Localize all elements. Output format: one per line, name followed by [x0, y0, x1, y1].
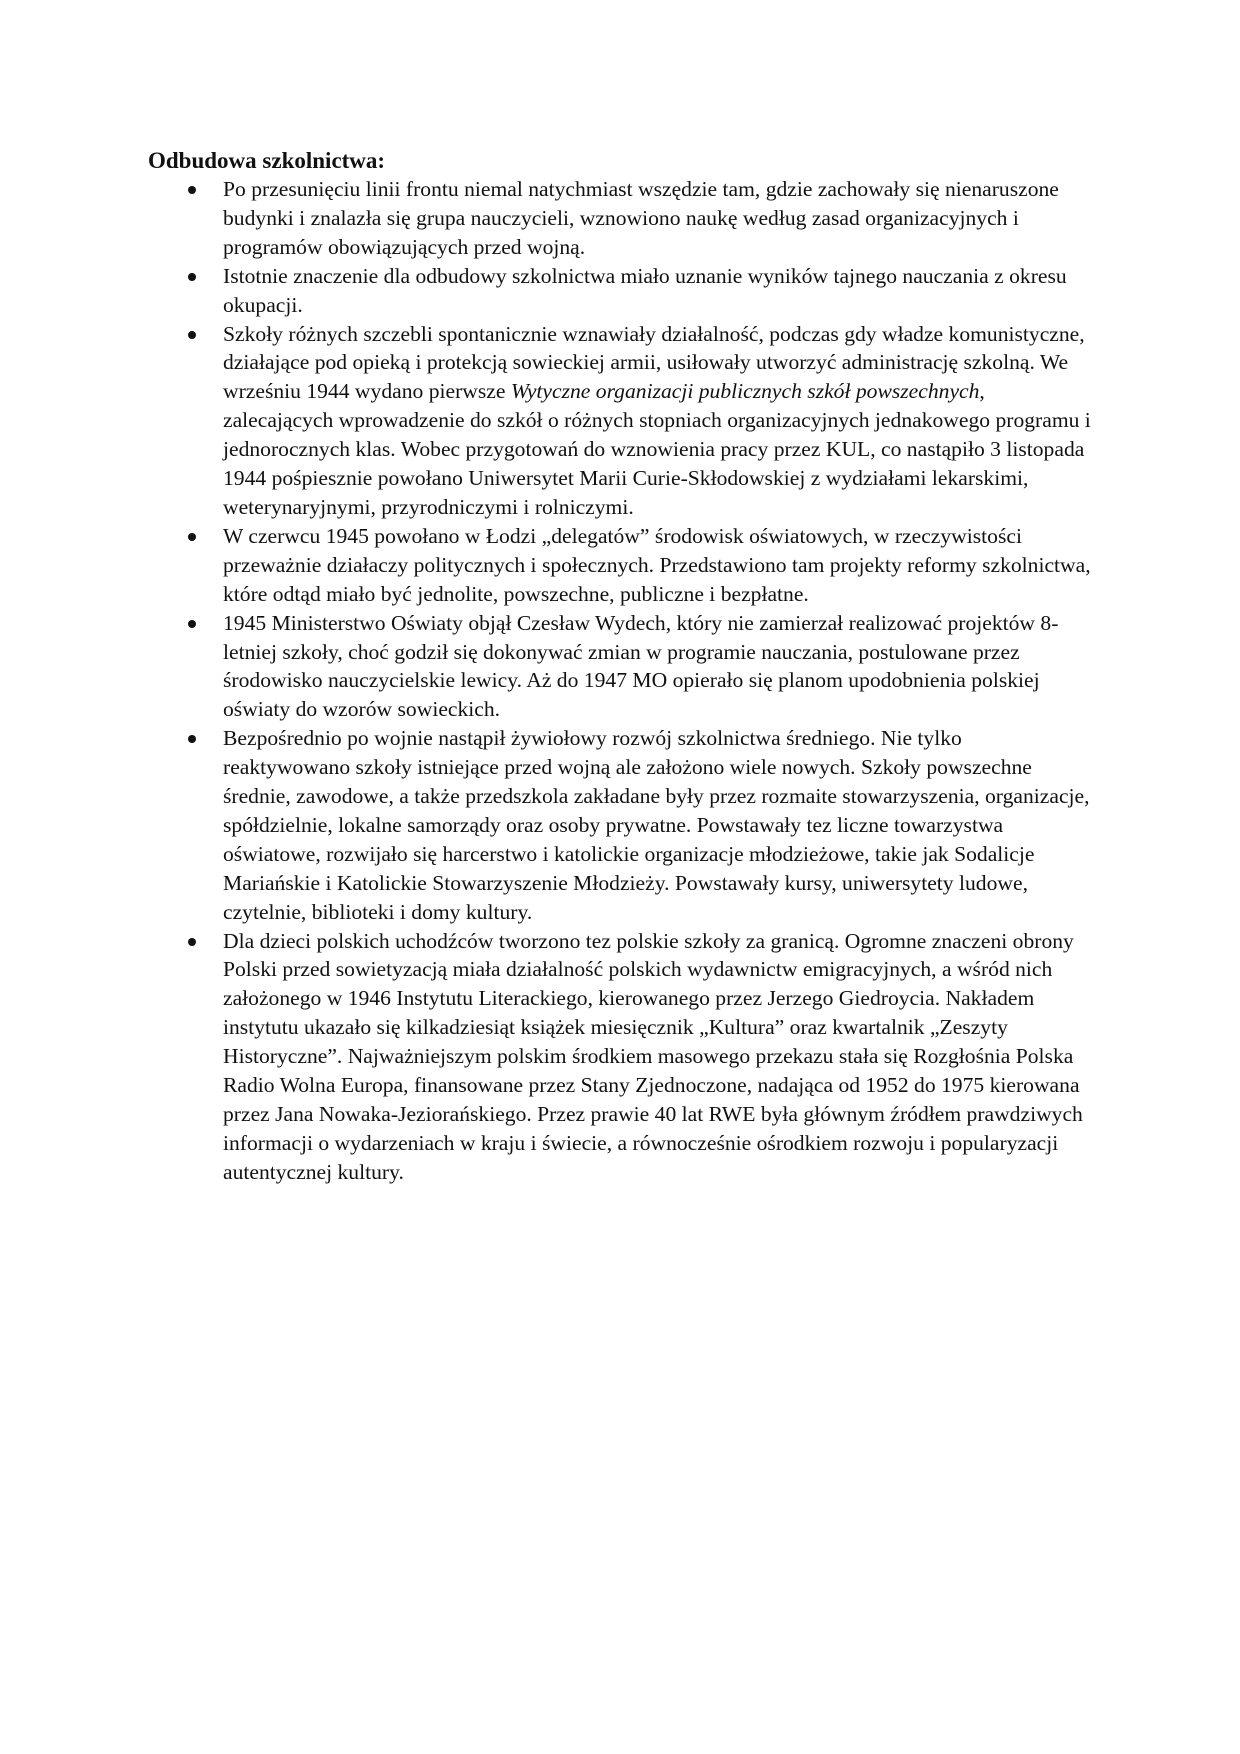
document-content	[148, 146, 1097, 1187]
bullet-icon	[188, 938, 196, 946]
bullet-icon	[188, 620, 196, 628]
list-item-text-segment: , zalecających wprowadzenie do szkół o różnych stopniach organizacyjnych jednakowego programu i jednorocznych klas. Wobec przygotowań do wznowienia pracy przez KUL, co nastąpiło 3 listopada 1944 pośpiesznie powołano Uniwersytet Marii Curie-Skłodowskiej z wydziałami lekarskimi, weterynaryjnymi, przyrodniczymi i rolniczymi.	[223, 379, 1097, 519]
list-item	[148, 175, 1093, 262]
list-item-text	[223, 927, 1093, 1187]
list-item-text	[223, 724, 1093, 926]
list-item-text-segment: W czerwcu 1945 powołano w Łodzi „delegatów” środowisk oświatowych, w rzeczywistości przeważnie działaczy politycznych i społecznych. Przedstawiono tam projekty reformy szkolnictwa, które odtąd miało być jednolite, powszechne, publiczne i bezpłatne.	[223, 523, 1097, 606]
list-item-text-segment: 1945 Ministerstwo Oświaty objął Czesław Wydech, który nie zamierzał realizować projektów 8-letniej szkoły, choć godził się dokonywać zmian w programie nauczania, postulowane przez środowisko nauczycielskie lewicy. Aż do 1947 MO opierało się planom upodobnienia polskiej oświaty do wzorów sowieckich.	[223, 610, 1059, 722]
document-title-italic: Wytyczne organizacji publicznych szkół powszechnych	[510, 379, 980, 404]
list-item-text-segment: Dla dzieci polskich uchodźców tworzono tez polskie szkoły za granicą. Ogromne znaczeni obrony Polski przed sowietyzacją miała działalność polskich wydawnictw emigracyjnych, a wśród nich założonego w 1946 Instytutu Literackiego, kierowanego przez Jerzego Giedroycia. Nakładem instytutu ukazało się kilkadziesiąt książek miesięcznik „Kultura” oraz kwartalnik „Zeszyty Historyczne”. Najważniejszym polskim środkiem masowego przekazu stała się Rozgłośnia Polska Radio Wolna Europa, finansowane przez Stany Zjednoczone, nadająca od 1952 do 1975 kierowana przez Jana Nowaka-Jeziorańskiego. Przez prawie 40 lat RWE była głównym źródłem prawdziwych informacji o wydarzeniach w kraju i świecie, a równocześnie ośrodkiem rozwoju i popularyzacji autentycznej kultury.	[223, 928, 1089, 1184]
list-item-text	[223, 320, 1097, 522]
list-item-text	[223, 175, 1093, 262]
list-item-text	[223, 262, 1093, 320]
bullet-list	[148, 175, 1097, 1187]
list-item-text-segment: Po przesunięciu linii frontu niemal natychmiast wszędzie tam, gdzie zachowały się nienaruszone budynki i znalazła się grupa nauczycieli, wznowiono naukę według zasad organizacyjnych i programów obowiązujących przed wojną.	[223, 177, 1065, 259]
list-item	[148, 609, 1093, 725]
bullet-icon	[188, 331, 196, 339]
bullet-icon	[188, 186, 196, 194]
document-heading: Odbudowa szkolnictwa:	[148, 148, 386, 173]
list-item-text-segment: Bezpośrednio po wojnie nastąpił żywiołowy rozwój szkolnictwa średniego. Nie tylko reaktywowano szkoły istniejące przed wojną ale założono wiele nowych. Szkoły powszechne średnie, zawodowe, a także przedszkola zakładane były przez rozmaite stowarzyszenia, organizacje, spółdzielnie, lokalne samorządy oraz osoby prywatne. Powstawały tez liczne towarzystwa oświatowe, rozwijało się harcerstwo i katolickie organizacje młodzieżowe, takie jak Sodalicje Mariańskie i Katolickie Stowarzyszenie Młodzieży. Powstawały kursy, uniwersytety ludowe, czytelnie, biblioteki i domy kultury.	[223, 726, 1095, 924]
bullet-icon	[188, 533, 196, 541]
list-item	[148, 927, 1093, 1187]
bullet-icon	[188, 273, 196, 281]
list-item-text	[223, 609, 1093, 725]
list-item	[148, 262, 1093, 320]
list-item	[148, 522, 1097, 609]
list-item-text-segment: Istotnie znaczenie dla odbudowy szkolnictwa miało uznanie wyników tajnego nauczania z okresu okupacji.	[223, 263, 1073, 317]
list-item-text-segment: Szkoły różnych szczebli spontanicznie wznawiały działalność, podczas gdy władze komunistyczne, działające pod opieką i protekcją sowieckiej armii, usiłowały utworzyć administrację szkolną. We wrześniu 1944 wydano pierwsze	[223, 321, 1091, 404]
list-item	[148, 724, 1093, 926]
list-item-text	[223, 522, 1097, 609]
bullet-icon	[188, 735, 196, 743]
list-item	[148, 320, 1097, 522]
